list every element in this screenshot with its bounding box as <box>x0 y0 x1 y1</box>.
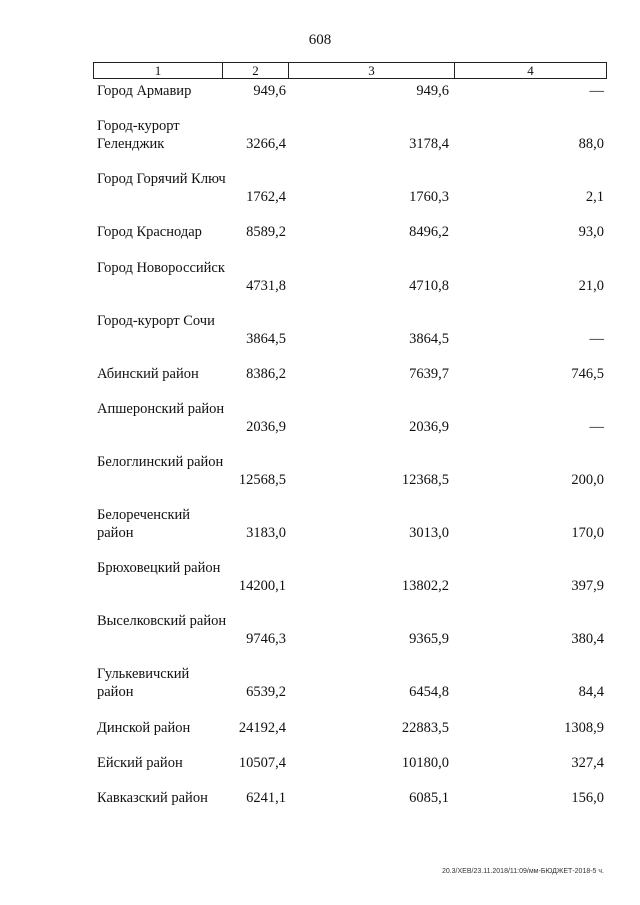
row-value-col3: 3864,5 <box>409 331 449 347</box>
row-value-col4: 397,9 <box>571 578 604 594</box>
column-header-2: 2 <box>222 63 288 78</box>
row-value-col3: 6085,1 <box>409 790 449 806</box>
row-value-col3: 4710,8 <box>409 278 449 294</box>
row-value-col2: 2036,9 <box>246 419 286 435</box>
row-value-col4: — <box>589 331 604 347</box>
row-value-col2: 8589,2 <box>246 224 286 240</box>
column-header-4: 4 <box>454 63 606 78</box>
row-value-col4: 170,0 <box>571 525 604 541</box>
row-value-col4: 88,0 <box>578 136 604 152</box>
row-name: Город Краснодар <box>97 224 202 240</box>
row-value-col3: 8496,2 <box>409 224 449 240</box>
row-value-col3: 22883,5 <box>401 720 449 736</box>
row-value-col2: 10507,4 <box>238 755 286 771</box>
row-value-col3: 7639,7 <box>409 366 449 382</box>
row-name: Ейский район <box>97 755 183 771</box>
row-value-col2: 4731,8 <box>246 278 286 294</box>
row-name: Город-курорт Сочи <box>97 313 215 329</box>
row-name: Город Горячий Ключ <box>97 171 226 187</box>
row-name: Белореченский район <box>97 507 191 541</box>
row-name: Апшеронский район <box>97 401 225 417</box>
row-value-col4: 327,4 <box>571 755 604 771</box>
row-name: Абинский район <box>97 366 199 382</box>
row-name: Белоглинский район <box>97 454 224 470</box>
row-value-col3: 13802,2 <box>401 578 449 594</box>
row-value-col4: 200,0 <box>571 472 604 488</box>
row-name: Кавказский район <box>97 790 208 806</box>
column-header-row <box>93 62 607 79</box>
row-name: Брюховецкий район <box>97 560 221 576</box>
row-value-col3: 949,6 <box>416 83 449 99</box>
row-value-col2: 3183,0 <box>246 525 286 541</box>
column-header-3: 3 <box>288 63 454 78</box>
row-value-col4: 84,4 <box>578 684 604 700</box>
row-value-col4: 156,0 <box>571 790 604 806</box>
row-value-col4: 380,4 <box>571 631 604 647</box>
row-value-col2: 3266,4 <box>246 136 286 152</box>
row-value-col2: 9746,3 <box>246 631 286 647</box>
row-value-col4: 1308,9 <box>564 720 604 736</box>
row-name: Город Армавир <box>97 83 192 99</box>
row-value-col2: 24192,4 <box>238 720 286 736</box>
row-value-col3: 9365,9 <box>409 631 449 647</box>
row-value-col2: 12568,5 <box>238 472 286 488</box>
row-value-col2: 6539,2 <box>246 684 286 700</box>
column-header-1: 1 <box>154 63 162 78</box>
row-value-col2: 949,6 <box>253 83 286 99</box>
row-name: Город-курорт Геленджик <box>97 118 180 152</box>
row-value-col2: 14200,1 <box>238 578 286 594</box>
row-name: Выселковский район <box>97 613 227 629</box>
row-value-col3: 3178,4 <box>409 136 449 152</box>
row-value-col2: 1762,4 <box>246 189 286 205</box>
row-value-col3: 12368,5 <box>401 472 449 488</box>
row-value-col2: 8386,2 <box>246 366 286 382</box>
row-value-col3: 2036,9 <box>409 419 449 435</box>
row-value-col3: 6454,8 <box>409 684 449 700</box>
row-value-col4: 21,0 <box>578 278 604 294</box>
row-name: Город Новороссийск <box>97 260 225 276</box>
row-value-col3: 10180,0 <box>401 755 449 771</box>
row-value-col3: 1760,3 <box>409 189 449 205</box>
document-footer-stamp: 20.3/ХЕВ/23.11.2018/11:09/мм-БЮДЖЕТ-2018-5 ч. <box>441 868 604 875</box>
row-value-col4: 746,5 <box>571 366 604 382</box>
row-value-col2: 6241,1 <box>246 790 286 806</box>
row-value-col3: 3013,0 <box>409 525 449 541</box>
row-name: Гулькевичский район <box>97 666 190 700</box>
row-value-col4: 93,0 <box>578 224 604 240</box>
row-value-col4: — <box>589 83 604 99</box>
row-value-col2: 3864,5 <box>246 331 286 347</box>
row-value-col4: 2,1 <box>585 189 604 205</box>
row-name: Динской район <box>97 720 191 736</box>
page-number: 608 <box>308 32 332 48</box>
row-value-col4: — <box>589 419 604 435</box>
